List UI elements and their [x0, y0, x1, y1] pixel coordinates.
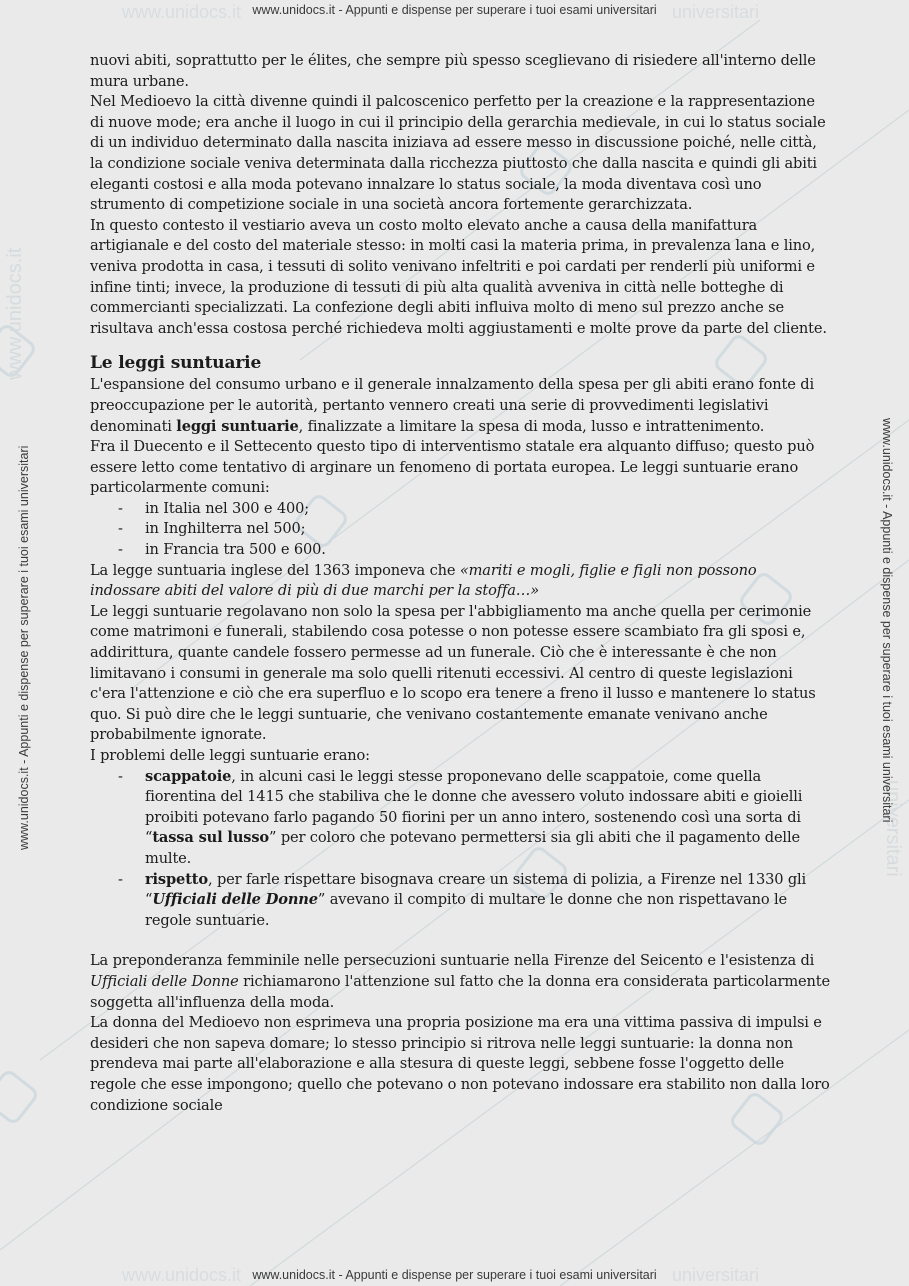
bold-term: leggi suntuarie [176, 417, 299, 435]
paragraph: Le leggi suntuarie regolavano non solo la spesa per l'abbigliamento ma anche quella per cerimonie come matrimoni e funerali, stabilendo cosa potesse o non potesse essere scambiato fra gli sposi e, addirittura, quante candele fossero permesse ad un funerale. Ciò che è interessante è che non limitavano i consumi in generale ma solo quelli ritenuti eccessivi. Al centro di queste legislazioni c'era l'attenzione e ciò che era superfluo e lo scopo era tenere a freno il lusso e mantenere lo status quo. Si può dire che le leggi suntuarie, che venivano costantemente emanate venivano anche probabilmente ignorate. [90, 602, 816, 744]
bold-term: scappatoie [145, 767, 232, 785]
quote-text: «mariti e mogli, figlie e figli non possono indossare abiti del valore di più di due marchi per la stoffa…» [90, 561, 757, 600]
side-right-watermark-text: www.unidocs.it - Appunti e dispense per superare i tuoi esami universitari [880, 418, 894, 823]
italic-term: Ufficiali delle Donne [90, 972, 239, 990]
paragraph: Nel Medioevo la città divenne quindi il palcoscenico perfetto per la creazione e la rappresentazione di nuove mode; era anche il luogo in cui il principio della gerarchia medievale, in cui lo status sociale di un individuo determinato dalla nascita iniziava ad essere messo in discussione poiché, nelle città, la condizione sociale veniva determinata dalla ricchezza piuttosto che dalla nascita e quindi gli abiti eleganti costosi e alla moda potevano innalzare lo status sociale, la moda diventava così uno strumento di competizione sociale in una società ancora fortemente gerarchizzata. [90, 93, 826, 214]
text-run: La legge suntuaria inglese del 1363 imponeva che [90, 561, 460, 579]
paragraph [90, 375, 830, 437]
text-run: ” avevano il compito di multare le donne che non rispettavano le regole suntuarie. [145, 891, 788, 929]
paragraph: I problemi delle leggi suntuarie erano: [90, 747, 370, 764]
footer-watermark-text: www.unidocs.it - Appunti e dispense per superare i tuoi esami universitari [252, 1268, 657, 1282]
text-run: richiamarono l'attenzione sul fatto che la donna era considerata particolarmente soggetta all'influenza della moda. [90, 972, 830, 1011]
text-run: , per farle rispettare bisognava creare un sistema di polizia, a Firenze nel 1330 gli “ [145, 870, 807, 909]
document-body [90, 51, 830, 1116]
text-run: L'espansione del consumo urbano e il generale innalzamento della spesa per gli abiti erano fonte di preoccupazione per le autorità, pertanto vennero creati una serie di provvedimenti legislativi denominati [90, 376, 814, 435]
spacer [90, 931, 830, 951]
paragraph: La donna del Medioevo non esprimeva una propria posizione ma era una vittima passiva di impulsi e desideri che non sapeva domare; lo stesso principio si ritrova nelle leggi suntuarie: la donna non prendeva mai parte all'elaborazione e alla stesura di queste leggi, sebbene fosse l'oggetto delle regole che esse impongono; quello che potevano o non potevano indossare era stabilito non dalla loro condizione sociale [90, 1014, 830, 1114]
country-list [90, 499, 830, 561]
header-ghost-left: www.unidocs.it [122, 2, 242, 22]
header-watermark-text: www.unidocs.it - Appunti e dispense per superare i tuoi esami universitari [252, 3, 657, 17]
side-left-ghost: www.unidocs.it [4, 247, 26, 380]
list-item: - in Italia nel 300 e 400; [90, 499, 830, 520]
footer-ghost-right: universitari [672, 1265, 760, 1285]
bold-term: tassa sul lusso [152, 829, 270, 847]
text-run: ” per coloro che potevano permettersi sia gli abiti che il pagamento delle multe. [145, 829, 800, 867]
bold-italic-term: Ufficiali delle Donne [152, 891, 318, 909]
paragraph: nuovi abiti, soprattutto per le élites, che sempre più spesso sceglievano di risiedere all'interno delle mura urbane. [90, 52, 816, 90]
text-run: , in alcuni casi le leggi stesse proponevano delle scappatoie, come quella fiorentina del 1415 che stabiliva che le donne che avessero voluto indossare abiti e gioielli proibiti potevano farlo pagando 50 fiorini per un anno intero, sostenendo così una sorta di “ [145, 767, 803, 847]
list-item [90, 767, 830, 870]
list-item: - in Inghilterra nel 500; [90, 519, 830, 540]
section-heading: Le leggi suntuarie [90, 353, 262, 374]
text-run: , finalizzate a limitare la spesa di moda, lusso e intrattenimento. [298, 417, 765, 435]
side-right-ghost: universitari [882, 780, 904, 877]
header-ghost-right: universitari [672, 2, 760, 22]
list-item [90, 870, 830, 932]
paragraph: Fra il Duecento e il Settecento questo tipo di interventismo statale era alquanto diffuso; questo può essere letto come tentativo di arginare un fenomeno di portata europea. Le leggi suntuarie erano particolarmente comuni: [90, 438, 815, 497]
problems-list [90, 767, 830, 932]
text-run: La preponderanza femminile nelle persecuzioni suntuarie nella Firenze del Seicento e l'esistenza di [90, 952, 815, 970]
paragraph: In questo contesto il vestiario aveva un costo molto elevato anche a causa della manifattura artigianale e del costo del materiale stesso: in molti casi la materia prima, in prevalenza lana e lino, veniva prodotta in casa, i tessuti di solito venivano infeltriti e poi cardati per renderli più uniformi e infine tinti; invece, la produzione di tessuti di più alta qualità avveniva in città nelle botteghe di commercianti specializzati. La confezione degli abiti influiva molto di meno sul prezzo anche se risultava anch'essa costosa perché richiedeva molti aggiustamenti e molte prove da parte del cliente. [90, 216, 827, 337]
paragraph [90, 951, 830, 1013]
side-left-watermark-text: www.unidocs.it - Appunti e dispense per superare i tuoi esami universitari [17, 445, 31, 850]
list-item: - in Francia tra 500 e 600. [90, 540, 830, 561]
footer-ghost-left: www.unidocs.it [122, 1265, 242, 1285]
bold-term: rispetto [145, 870, 208, 888]
paragraph [90, 561, 830, 602]
